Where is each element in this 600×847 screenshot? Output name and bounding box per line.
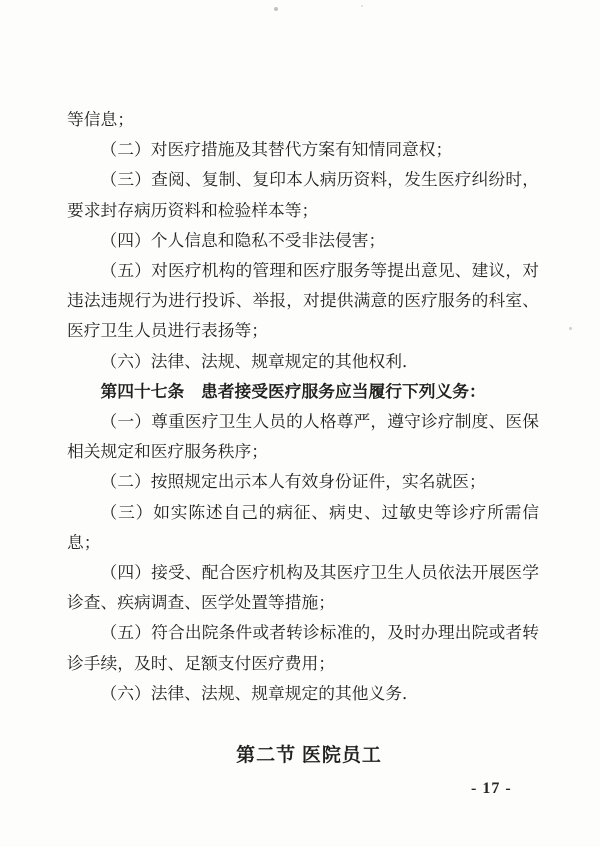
paragraph-duties-item-1: （一）尊重医疗卫生人员的人格尊严，遵守诊疗制度、医保相关规定和医疗服务秩序； [67,412,539,462]
paragraph-rights-item-4: （四）个人信息和隐私不受非法侵害； [100,230,386,250]
page-number: - 17 - [471,780,512,797]
paragraph-duties-item-6: （六）法律、法规、规章规定的其他义务． [100,683,419,703]
paragraph-duties-item-4: （四）接受、配合医疗机构及其医疗卫生人员依法开展医学诊查、疾病调查、医学处置等措施； [67,563,539,613]
paragraph-duties-item-5: （五）符合出院条件或者转诊标准的，及时办理出院或者转诊手续，及时、足额支付医疗费用； [67,623,539,673]
paragraph-duties-item-2: （二）按照规定出示本人有效身份证件，实名就医； [100,472,486,492]
paragraph-rights-item-2: （二）对医疗措施及其替代方案有知情同意权； [100,140,453,160]
scan-artifact [569,327,572,330]
paragraph-duties-item-3: （三）如实陈述自己的病征、病史、过敏史等诊疗所需信息； [67,502,539,552]
paragraph-article-47: 第四十七条 患者接受医疗服务应当履行下列义务： [100,381,486,401]
paragraph-rights-item-3: （三）查阅、复制、复印本人病历资料，发生医疗纠纷时，要求封存病历资料和检验样本等； [67,170,539,220]
paragraph-rights-item-6: （六）法律、法规、规章规定的其他权利． [100,351,419,371]
paragraph-continuation: 等信息； [67,110,135,129]
scan-artifact [274,7,278,11]
scan-artifact [361,5,363,7]
document-body [67,105,539,771]
paragraph-rights-item-5: （五）对医疗机构的管理和医疗服务等提出意见、建议，对违法违规行为进行投诉、举报，对提供满意的医疗服务的科室、医疗卫生人员进行表扬等； [67,261,539,341]
section-heading: 第二节 医院员工 [236,745,382,767]
